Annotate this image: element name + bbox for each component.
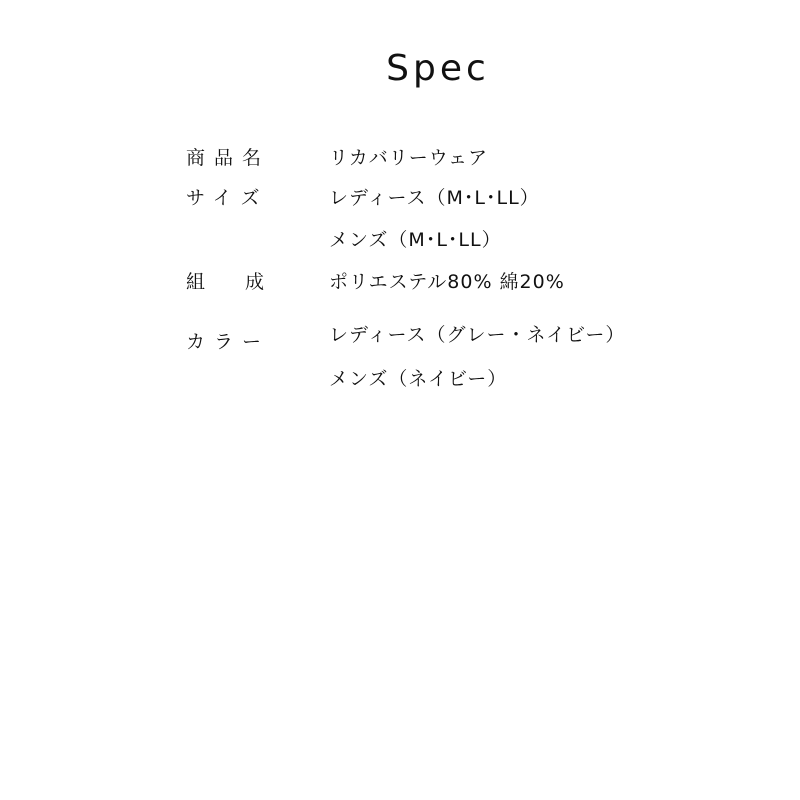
label-product-name: 商品名	[186, 147, 271, 169]
label-composition: 組成	[186, 271, 305, 293]
label-size: サイズ	[186, 187, 269, 209]
value-composition: ポリエステル80% 綿20%	[329, 271, 565, 293]
label-color: カラー	[186, 331, 271, 353]
value-color-ladies: レディース（グレー・ネイビー）	[329, 324, 626, 346]
value-color-mens: メンズ（ネイビー）	[329, 368, 508, 390]
value-product-name: リカバリーウェア	[329, 147, 489, 169]
spec-title: Spec	[386, 48, 490, 89]
value-size-ladies: レディース（M･L･LL）	[329, 187, 540, 209]
value-size-mens: メンズ（M･L･LL）	[329, 229, 502, 251]
